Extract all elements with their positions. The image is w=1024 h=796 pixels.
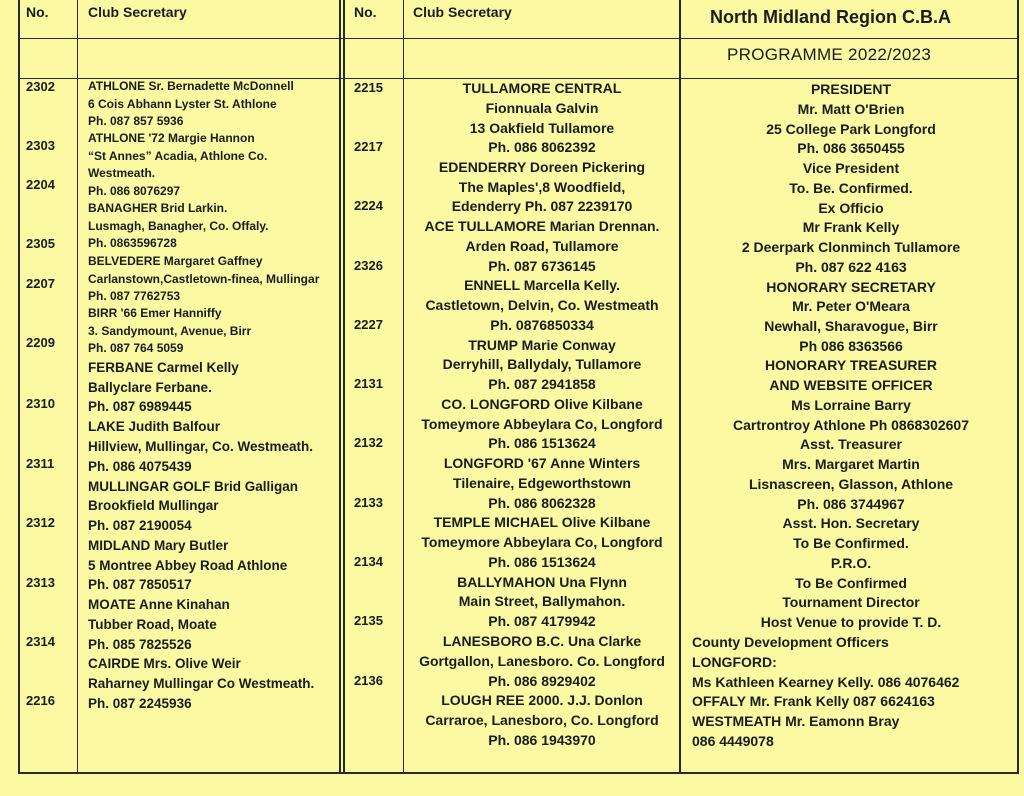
club-number: 2204: [26, 177, 55, 192]
club-entry-line: LONGFORD '67 Anne Winters: [443, 455, 641, 471]
club-entry-line: Ph. 087 2941858: [488, 376, 596, 392]
club-entry-line: Ph. 087 6736145: [488, 258, 596, 274]
officer-line: Ms Lorraine Barry: [791, 397, 911, 413]
club-entry-line: ACE TULLAMORE Marian Drennan.: [424, 218, 660, 234]
club-entry-line: Carraroe, Lanesboro, Co. Longford: [425, 712, 659, 728]
club-entry-line: Ph. 087 857 5936: [88, 114, 184, 128]
club-entry-line: Westmeath.: [88, 166, 156, 180]
club-number: 2133: [354, 495, 383, 510]
club-number: 2313: [26, 575, 55, 590]
development-officer-line: County Development Officers: [692, 634, 889, 650]
club-entry-line: Brookfield Mullingar: [88, 498, 219, 513]
club-entry-line: Edenderry Ph. 087 2239170: [451, 198, 633, 214]
officer-line: 2 Deerpark Clonminch Tullamore: [741, 239, 961, 255]
club-entry-line: 5 Montree Abbey Road Athlone: [88, 558, 288, 573]
column-header-no: No.: [354, 4, 377, 20]
club-entry-line: LANESBORO B.C. Una Clarke: [442, 633, 642, 649]
club-entry-line: Ph. 085 7825526: [88, 637, 192, 652]
club-entry-line: Ph. 086 1513624: [488, 435, 596, 451]
club-number: 2302: [26, 79, 55, 94]
club-number: 2132: [354, 435, 383, 450]
officer-line: 25 College Park Longford: [766, 121, 936, 137]
club-entry-line: Ph. 086 8929402: [488, 673, 596, 689]
club-number: 2311: [26, 456, 55, 471]
club-entry-line: Ballyclare Ferbane.: [88, 380, 212, 395]
club-entry-line: Fionnuala Galvin: [485, 100, 599, 116]
officer-line: Ph. 086 3650455: [797, 140, 905, 156]
officer-line: PRESIDENT: [810, 81, 892, 97]
programme-heading: PROGRAMME 2022/2023: [727, 45, 932, 64]
club-entry-line: Ph. 086 8062392: [488, 139, 596, 155]
officer-line: Ph. 087 622 4163: [795, 259, 907, 275]
club-entry-line: FERBANE Carmel Kelly: [88, 360, 239, 375]
officer-line: HONORARY SECRETARY: [766, 279, 936, 295]
club-number: 2136: [354, 673, 383, 688]
club-entry-line: BANAGHER Brid Larkin.: [88, 201, 228, 215]
club-entry-line: Ph. 087 764 5059: [88, 341, 184, 355]
officer-line: Ph. 086 3744967: [797, 496, 905, 512]
officer-line: Vice President: [802, 160, 900, 176]
officer-line: To Be Confirmed.: [793, 535, 909, 551]
officer-line: Tournament Director: [782, 594, 920, 610]
club-entry-line: Gortgallon, Lanesboro. Co. Longford: [419, 653, 665, 669]
club-entry-line: Ph. 0863596728: [88, 236, 177, 250]
club-entry-line: CAIRDE Mrs. Olive Weir: [88, 656, 241, 671]
club-entry-line: Tubber Road, Moate: [88, 617, 217, 632]
club-entry-line: Tomeymore Abbeylara Co, Longford: [421, 416, 663, 432]
column-header-no: No.: [26, 4, 49, 20]
club-entry-line: Ph. 086 1513624: [488, 554, 596, 570]
club-entry-line: Main Street, Ballymahon.: [458, 593, 626, 609]
club-number: 2135: [354, 613, 383, 628]
club-entry-line: Lusmagh, Banagher, Co. Offaly.: [88, 219, 269, 233]
officer-line: Mr. Peter O'Meara: [792, 298, 910, 314]
club-entry-line: 6 Cois Abhann Lyster St. Athlone: [88, 97, 277, 111]
club-number: 2134: [354, 554, 383, 569]
club-number: 2217: [354, 139, 383, 154]
club-entry-line: Ph. 087 2190054: [88, 518, 192, 533]
club-entry-line: CO. LONGFORD Olive Kilbane: [441, 396, 643, 412]
club-entry-line: 13 Oakfield Tullamore: [469, 120, 615, 136]
club-entry-line: BALLYMAHON Una Flynn: [457, 574, 627, 590]
club-entry-line: “St Annes” Acadia, Athlone Co.: [88, 149, 268, 163]
table-border-bottom: [18, 772, 1019, 774]
officer-line: P.R.O.: [830, 555, 872, 571]
club-entry-line: The Maples',8 Woodfield,: [458, 179, 626, 195]
officer-line: Mr. Matt O'Brien: [797, 101, 905, 117]
club-entry-line: Ph. 0876850334: [490, 317, 594, 333]
column-divider: [77, 0, 78, 774]
club-number: 2227: [354, 317, 383, 332]
development-officer-line: Ms Kathleen Kearney Kelly. 086 4076462: [692, 674, 960, 690]
column-header-club-secretary: Club Secretary: [88, 4, 187, 20]
officer-line: Ph 086 8363566: [799, 338, 903, 354]
officer-line: Cartrontroy Athlone Ph 0868302607: [732, 417, 969, 433]
club-number: 2305: [26, 236, 55, 251]
club-entry-line: Raharney Mullingar Co Westmeath.: [88, 676, 315, 691]
club-entry-line: TRUMP Marie Conway: [468, 337, 616, 353]
club-number: 2314: [26, 634, 55, 649]
club-number: 2326: [354, 258, 383, 273]
club-entry-line: BIRR '66 Emer Hanniffy: [88, 306, 222, 320]
club-entry-line: Ph. 087 2245936: [88, 696, 192, 711]
club-number: 2209: [26, 335, 55, 350]
club-number: 2224: [354, 198, 383, 213]
club-entry-line: ATHLONE Sr. Bernadette McDonnell: [88, 79, 294, 93]
club-entry-line: Ph. 087 7850517: [88, 577, 192, 592]
club-number: 2131: [354, 376, 383, 391]
club-number: 2303: [26, 138, 55, 153]
column-divider: [339, 0, 341, 774]
club-entry-line: Ph. 086 8076297: [88, 184, 181, 198]
column-header-club-secretary: Club Secretary: [413, 4, 512, 20]
officer-line: Ex Officio: [818, 200, 884, 216]
club-entry-line: Carlanstown,Castletown-finea, Mullingar: [88, 272, 320, 286]
officer-line: Lisnascreen, Glasson, Athlone: [748, 476, 954, 492]
club-number: 2216: [26, 693, 55, 708]
club-entry-line: Ph. 086 1943970: [488, 732, 596, 748]
club-entry-line: TEMPLE MICHAEL Olive Kilbane: [433, 514, 651, 530]
club-entry-line: MOATE Anne Kinahan: [88, 597, 230, 612]
officer-line: Mr Frank Kelly: [802, 219, 900, 235]
officer-line: AND WEBSITE OFFICER: [769, 377, 933, 393]
officer-line: Newhall, Sharavogue, Birr: [764, 318, 938, 334]
club-entry-line: Ph. 087 7762753: [88, 289, 181, 303]
club-entry-line: Derryhill, Ballydaly, Tullamore: [442, 356, 642, 372]
club-entry-line: MULLINGAR GOLF Brid Galligan: [88, 479, 298, 494]
club-number: 2312: [26, 515, 55, 530]
club-entry-line: Hillview, Mullingar, Co. Westmeath.: [88, 439, 314, 454]
club-entry-line: Ph. 087 4179942: [488, 613, 596, 629]
club-entry-line: 3. Sandymount, Avenue, Birr: [88, 324, 252, 338]
club-entry-line: Ph. 086 8062328: [488, 495, 596, 511]
officer-line: To Be Confirmed: [795, 575, 907, 591]
development-officer-line: WESTMEATH Mr. Eamonn Bray: [692, 713, 900, 729]
club-entry-line: ATHLONE '72 Margie Hannon: [88, 131, 255, 145]
club-entry-line: TULLAMORE CENTRAL: [462, 80, 622, 96]
officer-line: Asst. Hon. Secretary: [782, 515, 920, 531]
officer-line: To. Be. Confirmed.: [789, 180, 913, 196]
club-entry-line: LOUGH REE 2000. J.J. Donlon: [441, 692, 643, 708]
development-officer-line: LONGFORD:: [692, 654, 777, 670]
region-title: North Midland Region C.B.A: [710, 7, 951, 27]
club-entry-line: Arden Road, Tullamore: [465, 238, 619, 254]
club-entry-line: Ph. 086 4075439: [88, 459, 192, 474]
club-entry-line: BELVEDERE Margaret Gaffney: [88, 254, 263, 268]
header-divider: [18, 38, 1019, 39]
development-officer-line: OFFALY Mr. Frank Kelly 087 6624163: [692, 693, 935, 709]
club-entry-line: Tomeymore Abbeylara Co, Longford: [421, 534, 663, 550]
officer-line: HONORARY TREASURER: [765, 357, 937, 373]
club-entry-line: Tilenaire, Edgeworthstown: [453, 475, 631, 491]
club-entry-line: MIDLAND Mary Butler: [88, 538, 229, 553]
table-border-left: [18, 0, 20, 774]
column-divider: [343, 0, 345, 774]
officer-line: Host Venue to provide T. D.: [760, 614, 942, 630]
club-number: 2215: [354, 80, 383, 95]
club-entry-line: Ph. 087 6989445: [88, 399, 192, 414]
club-entry-line: Castletown, Delvin, Co. Westmeath: [425, 297, 659, 313]
club-entry-line: LAKE Judith Balfour: [88, 419, 220, 434]
development-officer-line: 086 4449078: [692, 733, 774, 749]
club-number: 2310: [26, 396, 55, 411]
club-number: 2207: [26, 276, 55, 291]
club-entry-line: ENNELL Marcella Kelly.: [464, 277, 620, 293]
club-entry-line: EDENDERRY Doreen Pickering: [438, 159, 646, 175]
officer-line: Asst. Treasurer: [800, 436, 902, 452]
officer-line: Mrs. Margaret Martin: [782, 456, 920, 472]
